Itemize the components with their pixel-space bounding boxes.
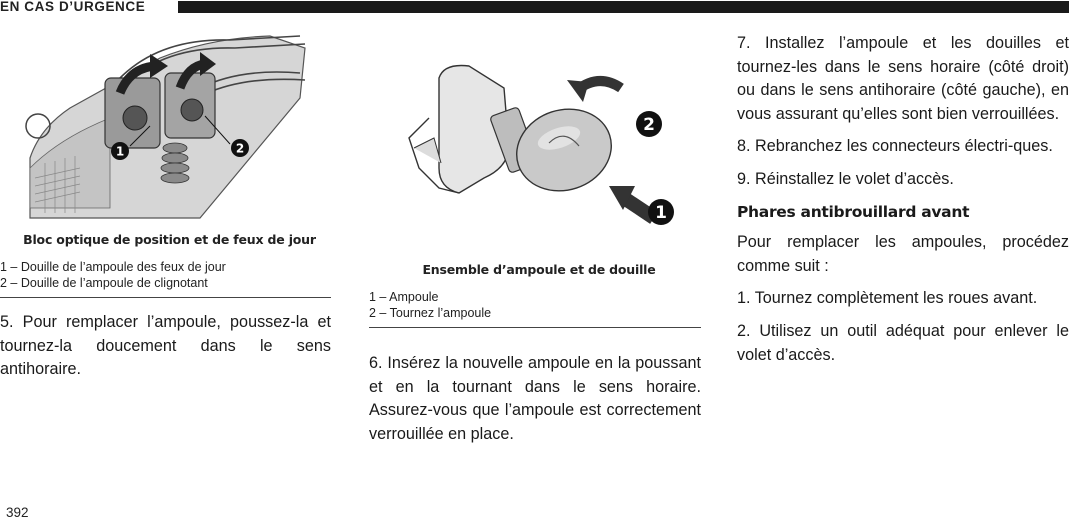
figure-caption: Bloc optique de position et de feux de jour <box>23 232 316 247</box>
legend-item: 1 – Ampoule <box>369 290 439 304</box>
page-number: 392 <box>6 505 29 520</box>
figure-legend <box>0 259 331 291</box>
paragraph: 5. Pour remplacer l’ampoule, poussez-la et tournez-la doucement dans le sens antihoraire. <box>0 313 331 379</box>
paragraph: Pour remplacer les ampoules, procédez comme suit : <box>737 233 1069 275</box>
paragraph: 6. Insérez la nouvelle ampoule en la poussant et en la tournant dans le sens horaire. Assurez-vous que l’ampoule est correctement verrouillée en place. <box>369 354 701 443</box>
bulb-socket-illustration <box>369 18 701 250</box>
figure-legend <box>369 289 701 321</box>
legend-item: 2 – Tournez l’ampoule <box>369 306 492 320</box>
column-right <box>737 32 1069 376</box>
body-text <box>737 32 1069 367</box>
callout-1: 1 <box>115 144 125 159</box>
legend-item: 2 – Douille de l’ampoule de clignotant <box>0 276 208 290</box>
body-text <box>0 311 331 382</box>
figure-divider <box>369 327 701 328</box>
figure-caption: Ensemble d’ampoule et de douille <box>422 262 656 277</box>
header-bar <box>0 0 1069 14</box>
paragraph: 9. Réinstallez le volet d’accès. <box>737 169 954 188</box>
paragraph: 1. Tournez complètement les roues avant. <box>737 289 1038 308</box>
column-middle <box>369 18 701 455</box>
callout-1: 1 <box>655 203 667 223</box>
callout-2: 2 <box>235 141 245 156</box>
figure-divider <box>0 297 331 298</box>
headlamp-illustration <box>0 18 331 222</box>
body-text <box>369 352 701 446</box>
paragraph: 2. Utilisez un outil adéquat pour enlever le volet d’accès. <box>737 321 1069 364</box>
section-title: EN CAS D’URGENCE <box>0 0 151 14</box>
section-heading: Phares antibrouillard avant <box>737 202 970 221</box>
figure-headlamp-assembly <box>0 18 331 222</box>
legend-item: 1 – Douille de l’ampoule des feux de jour <box>0 260 226 274</box>
paragraph: 8. Rebranchez les connecteurs électri-ques. <box>737 137 1053 156</box>
callout-2: 2 <box>643 115 655 135</box>
header-rule <box>178 1 1069 13</box>
figure-bulb-socket <box>369 18 701 250</box>
column-left <box>0 18 331 391</box>
paragraph: 7. Installez l’ampoule et les douilles et tournez-les dans le sens horaire (côté droit) ou dans le sens antihoraire (côté gauche), en vous assurant qu’elles sont bien verrouillées. <box>737 34 1069 123</box>
